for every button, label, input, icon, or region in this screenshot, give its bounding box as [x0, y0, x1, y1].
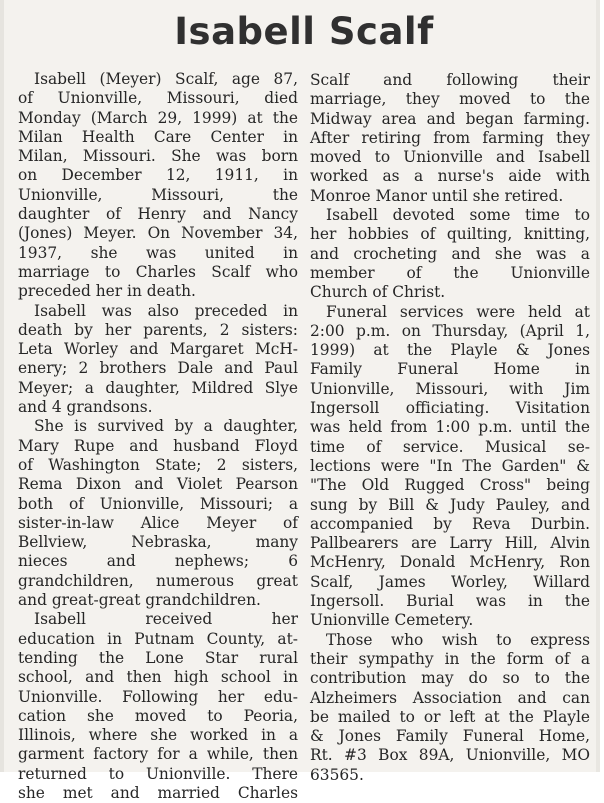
- text-line: & Jones Family Funeral Home,: [310, 727, 590, 746]
- text-line: Unionville. Following her edu-: [18, 687, 298, 706]
- text-line: school, and then high school in: [18, 668, 298, 687]
- right-text-column: [310, 71, 590, 785]
- text-line: be mailed to or left at the Playle: [310, 707, 590, 726]
- text-line: their sympathy in the form of a: [310, 649, 590, 668]
- text-line: Illinois, where she worked in a: [18, 726, 298, 745]
- text-line: 63565.: [310, 765, 364, 784]
- text-line: Unionville, Missouri, the: [18, 185, 298, 204]
- text-line: Ingersoll officiating. Visitation: [310, 399, 590, 418]
- text-line: marriage, they moved to the: [310, 90, 590, 109]
- text-line: was held from 1:00 p.m. until the: [310, 418, 590, 437]
- text-line: She is survived by a daughter,: [34, 417, 298, 436]
- text-line: Isabell devoted some time to: [326, 206, 590, 225]
- text-line: returned to Unionville. There: [18, 764, 298, 783]
- text-line: Unionville, Missouri, with Jim: [310, 379, 590, 398]
- text-line: Leta Worley and Margaret McH-: [18, 340, 298, 359]
- text-line: Unionville Cemetery.: [310, 611, 474, 630]
- text-line: grandchildren, numerous great: [18, 571, 298, 590]
- text-line: contribution may do so to the: [310, 669, 590, 688]
- text-line: she met and married Charles: [18, 783, 298, 802]
- text-line: education in Putnam County, at-: [18, 629, 298, 648]
- text-line: of Unionville, Missouri, died: [18, 89, 298, 108]
- text-line: marriage to Charles Scalf who: [18, 262, 298, 281]
- text-line: and 4 grandsons.: [18, 398, 153, 417]
- text-line: preceded her in death.: [18, 282, 196, 301]
- text-line: lections were "In The Garden" &: [310, 456, 590, 475]
- text-line: Ingersoll. Burial was in the: [310, 592, 590, 611]
- text-line: Bellview, Nebraska, many: [18, 533, 298, 552]
- text-line: Monday (March 29, 1999) at the: [18, 108, 298, 127]
- text-line: 1999) at the Playle & Jones: [310, 341, 590, 360]
- text-line: worked as a nurse's aide with: [310, 167, 590, 186]
- text-line: Meyer; a daughter, Mildred Slye: [18, 378, 298, 397]
- text-line: After retiring from farming they: [310, 128, 590, 147]
- text-line: 1937, she was united in: [18, 243, 298, 262]
- text-line: garment factory for a while, then: [18, 745, 298, 764]
- text-line: McHenry, Donald McHenry, Ron: [310, 553, 590, 572]
- text-line: Isabell received her: [34, 610, 298, 629]
- text-line: her hobbies of quilting, knitting,: [310, 225, 590, 244]
- text-line: Milan, Missouri. She was born: [18, 147, 298, 166]
- text-line: Alzheimers Association and can: [310, 688, 590, 707]
- obituary-headline: Isabell Scalf: [174, 10, 434, 53]
- text-line: sung by Bill & Judy Pauley, and: [310, 495, 590, 514]
- text-line: enery; 2 brothers Dale and Paul: [18, 359, 298, 378]
- text-line: Funeral services were held at: [326, 302, 590, 321]
- text-line: and crocheting and she was a: [310, 244, 590, 263]
- text-line: Family Funeral Home in: [310, 360, 590, 379]
- text-line: Mary Rupe and husband Floyd: [18, 436, 298, 455]
- text-line: nieces and nephews; 6: [18, 552, 298, 571]
- text-line: Rt. #3 Box 89A, Unionville, MO: [310, 746, 590, 765]
- text-line: sister-in-law Alice Meyer of: [18, 513, 298, 532]
- text-line: on December 12, 1911, in: [18, 166, 298, 185]
- text-line: time of service. Musical se-: [310, 437, 590, 456]
- text-line: Rema Dixon and Violet Pearson: [18, 475, 298, 494]
- text-line: accompanied by Reva Durbin.: [310, 514, 590, 533]
- text-line: Isabell (Meyer) Scalf, age 87,: [34, 70, 298, 88]
- text-line: "The Old Rugged Cross" being: [310, 476, 590, 495]
- text-line: and great-great grandchildren.: [18, 591, 261, 610]
- text-line: Milan Health Care Center in: [18, 127, 298, 146]
- text-line: tending the Lone Star rural: [18, 648, 298, 667]
- text-line: Those who wish to express: [326, 630, 590, 649]
- text-line: (Jones) Meyer. On November 34,: [18, 224, 298, 243]
- left-text-column: [18, 70, 298, 803]
- text-line: death by her parents, 2 sisters:: [18, 320, 298, 339]
- text-line: Pallbearers are Larry Hill, Alvin: [310, 534, 590, 553]
- text-line: of Washington State; 2 sisters,: [18, 455, 298, 474]
- text-line: cation she moved to Peoria,: [18, 706, 298, 725]
- text-line: Scalf and following their: [310, 71, 590, 89]
- text-line: Midway area and began farming.: [310, 109, 590, 128]
- text-line: Isabell was also preceded in: [34, 301, 298, 320]
- text-line: Scalf, James Worley, Willard: [310, 572, 590, 591]
- text-line: daughter of Henry and Nancy: [18, 205, 298, 224]
- text-line: Church of Christ.: [310, 283, 446, 302]
- text-line: member of the Unionville: [310, 263, 590, 282]
- text-line: moved to Unionville and Isabell: [310, 148, 590, 167]
- text-line: both of Unionville, Missouri; a: [18, 494, 298, 513]
- text-line: 2:00 p.m. on Thursday, (April 1,: [310, 321, 590, 340]
- text-line: Monroe Manor until she retired.: [310, 186, 564, 205]
